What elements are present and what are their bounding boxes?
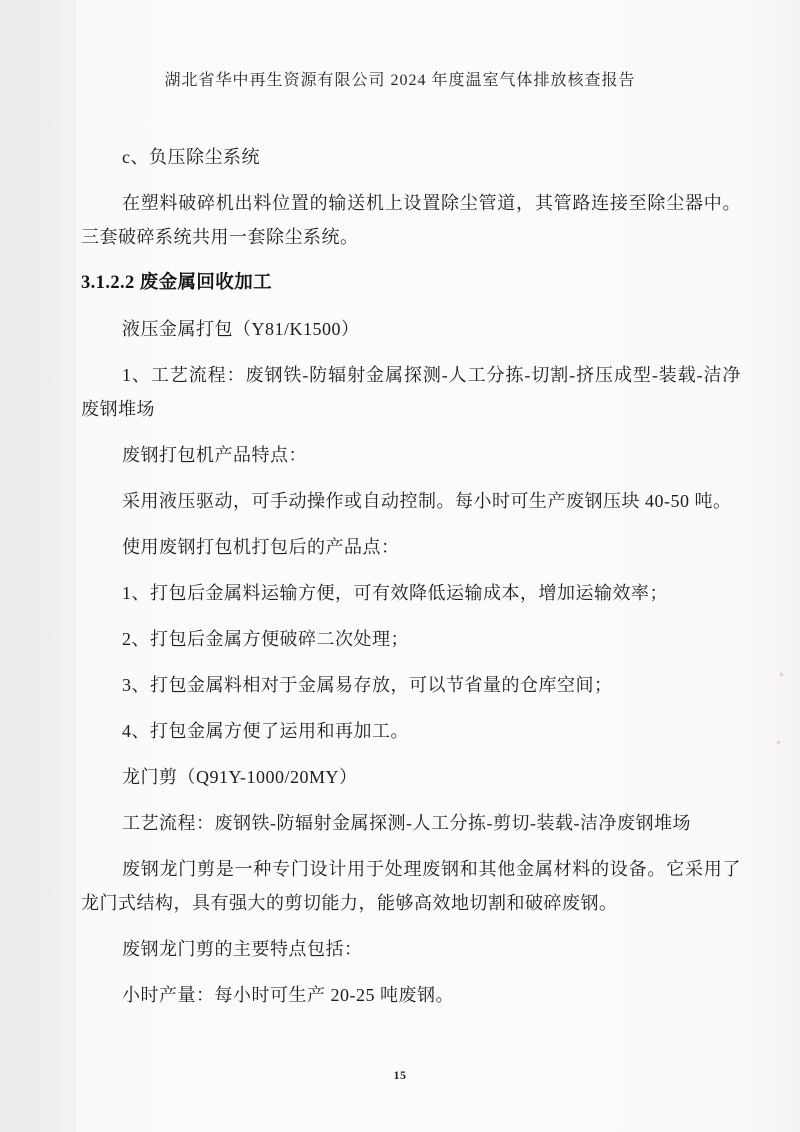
section-heading-3-1-2-2-scrap-metal-recycling: 3.1.2.2 废金属回收加工 [81,273,273,293]
list-item-baling-benefit-1: 1、打包后金属料运输方便，可有效降低运输成本，增加运输效率； [122,583,668,603]
paragraph-dedusting-description: 在塑料破碎机出料位置的输送机上设置除尘管道，其管路连接至除尘器中。三套破碎系统共用一套除尘系统。 [81,193,741,247]
scan-edge-line [74,0,75,1132]
paragraph-baler-product-features-label: 废钢打包机产品特点： [122,445,307,465]
paragraph-baler-process-flow: 1、工艺流程：废钢铁-防辐射金属探测-人工分拣-切割-挤压成型-装载-洁净废钢堆场 [81,365,741,419]
page-number: 15 [393,1068,407,1082]
paragraph-baler-capacity: 采用液压驱动，可手动操作或自动控制。每小时可生产废钢压块 40-50 吨。 [122,491,732,511]
paragraph-gantry-shear-hourly-output: 小时产量：每小时可生产 20-25 吨废钢。 [122,985,454,1005]
list-item-baling-benefit-4: 4、打包金属方便了运用和再加工。 [122,721,409,741]
paragraph-gantry-shear-description: 废钢龙门剪是一种专门设计用于处理废钢和其他金属材料的设备。它采用了龙门式结构，具有强大的剪切能力，能够高效地切割和破碎废钢。 [81,859,741,913]
list-item-baling-benefit-3: 3、打包金属料相对于金属易存放，可以节省量的仓库空间； [122,675,613,695]
paragraph-gantry-shear-features-label: 废钢龙门剪的主要特点包括： [122,939,363,959]
page-header [0,0,800,94]
report-title: 湖北省华中再生资源有限公司 2024 年度温室气体排放核查报告 [164,72,636,89]
paragraph-baled-product-points-label: 使用废钢打包机打包后的产品点： [122,537,400,557]
scan-speck [776,740,781,745]
scan-speck [779,672,784,677]
paragraph-gantry-shear-model: 龙门剪（Q91Y-1000/20MY） [122,767,358,787]
document-body [81,140,741,1012]
subsection-heading-negative-pressure-dedusting: c、负压除尘系统 [122,147,260,167]
list-item-baling-benefit-2: 2、打包后金属方便破碎二次处理； [122,629,409,649]
paragraph-hydraulic-metal-baler-model: 液压金属打包（Y81/K1500） [122,319,360,339]
paragraph-gantry-shear-process-flow: 工艺流程：废钢铁-防辐射金属探测-人工分拣-剪切-装载-洁净废钢堆场 [122,813,691,833]
